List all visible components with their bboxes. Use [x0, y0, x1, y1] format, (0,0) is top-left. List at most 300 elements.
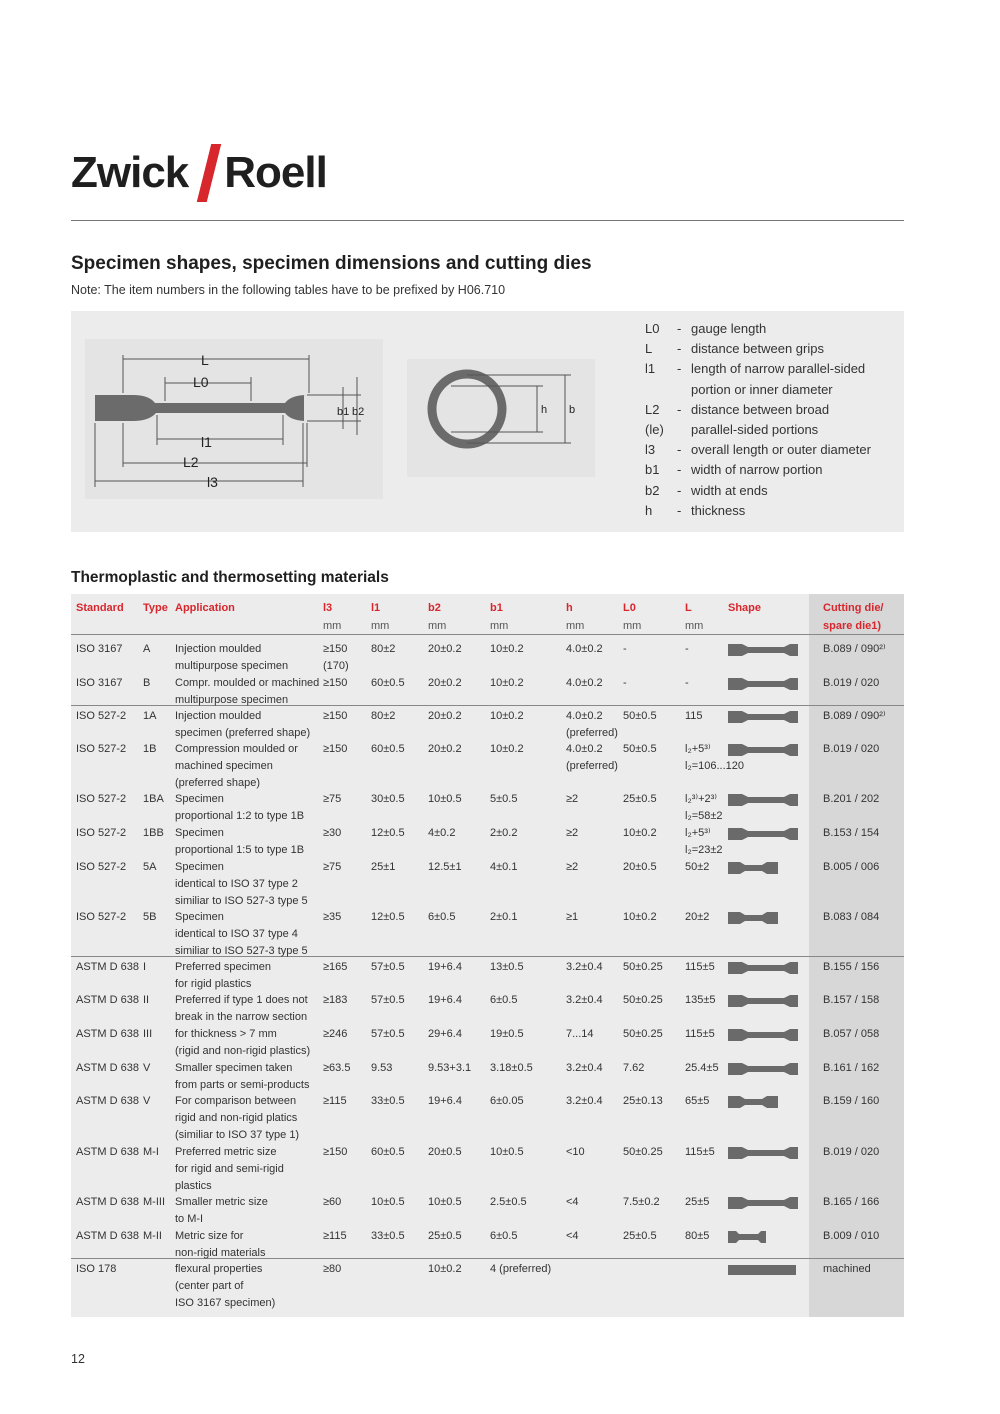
cell-l3: ≥75	[323, 861, 342, 873]
cell-application: ISO 3167 specimen)	[175, 1297, 276, 1309]
cell-L: 20±2	[685, 911, 710, 923]
legend-text: gauge length	[691, 321, 767, 336]
cell-L: -	[685, 677, 689, 689]
cell-application: Specimen	[175, 861, 224, 873]
cell-b2: 20±0.5	[428, 1146, 462, 1158]
specimen-shape-path	[728, 711, 798, 723]
cell-l3: ≥150	[323, 1146, 348, 1158]
cell-application: Metric size for	[175, 1230, 244, 1242]
legend-symbol: b1	[645, 462, 660, 478]
cell-l0: 10±0.2	[623, 911, 657, 923]
cell-l3: ≥80	[323, 1263, 342, 1275]
legend-text: length of narrow parallel-sided	[691, 361, 866, 377]
cell-cutting-die: B.019 / 020	[823, 743, 880, 755]
legend-symbol: l3	[645, 442, 656, 458]
cell-type: III	[143, 1028, 153, 1040]
specimen-shape-icon	[726, 910, 806, 926]
cell-L: -	[685, 643, 689, 655]
cell-b1: 2±0.2	[490, 827, 518, 839]
cell-cutting-die: B.161 / 162	[823, 1062, 880, 1074]
cell-application: Preferred if type 1 does not	[175, 994, 308, 1006]
cell-b2: 25±0.5	[428, 1230, 462, 1242]
cell-type: 1B	[143, 743, 157, 755]
cell-b2: 20±0.2	[428, 710, 462, 722]
cell-b2: 10±0.2	[428, 1263, 462, 1275]
specimen-shape-path	[728, 1063, 798, 1075]
cell-application: from parts or semi-products	[175, 1079, 310, 1091]
specimen-drawing	[71, 311, 631, 532]
specimen-figure-panel	[71, 311, 904, 532]
specimen-shape-path	[728, 862, 778, 874]
cell-b1: 19±0.5	[490, 1028, 524, 1040]
cell-standard: ISO 527-2	[76, 827, 127, 839]
cell-type: V	[143, 1062, 151, 1074]
cell-l0: 20±0.5	[623, 861, 657, 873]
cell-l0: 50±0.25	[623, 994, 663, 1006]
cell-application: rigid and non-rigid platics	[175, 1112, 298, 1124]
specimen-shape-path	[728, 744, 798, 756]
cell-L: l₂=58±2	[685, 810, 723, 822]
cell-l3: ≥115	[323, 1095, 347, 1107]
hdr-h: h	[566, 602, 573, 614]
cell-b2: 19+6.4	[428, 994, 462, 1006]
legend-row	[645, 359, 911, 379]
cell-l1: 25±1	[371, 861, 396, 873]
cell-standard: ISO 527-2	[76, 861, 127, 873]
cell-b1: 6±0.05	[490, 1095, 524, 1107]
cell-h: (preferred)	[566, 727, 618, 739]
cell-type: 5B	[143, 911, 157, 923]
cell-l1: 60±0.5	[371, 743, 405, 755]
specimen-shape-path	[728, 1147, 798, 1159]
cell-l1: 12±0.5	[371, 827, 405, 839]
legend-row	[645, 339, 911, 359]
specimen-shape-path	[728, 828, 798, 840]
cell-type: M-II	[143, 1230, 162, 1242]
legend-text: width at ends	[691, 482, 768, 498]
legend-dash: -	[677, 462, 682, 478]
cell-L: 50±2	[685, 861, 710, 873]
cell-L: l₂=23±2	[685, 844, 723, 856]
cell-cutting-die: B.019 / 020	[823, 1146, 880, 1158]
cell-application: identical to ISO 37 type 4	[175, 928, 298, 940]
cell-application: break in the narrow section	[175, 1011, 308, 1023]
cell-standard: ISO 527-2	[76, 743, 127, 755]
cell-type: M-I	[143, 1146, 159, 1158]
ring-label-b: b	[569, 404, 576, 416]
cell-cutting-die: B.089 / 090²⁾	[823, 710, 886, 722]
cell-application: Preferred metric size	[175, 1146, 277, 1158]
legend-symbol: l1	[645, 361, 656, 377]
cell-application: (center part of	[175, 1280, 244, 1292]
cell-l0: 50±0.25	[623, 961, 663, 973]
cell-application: identical to ISO 37 type 2	[175, 878, 298, 890]
specimen-shape-path	[728, 644, 798, 656]
cell-application: proportional 1:5 to type 1B	[175, 844, 305, 856]
specimen-shape-icon	[726, 1145, 806, 1161]
cell-application: Specimen	[175, 793, 224, 805]
cell-b1: 6±0.5	[490, 994, 518, 1006]
legend-symbol	[645, 420, 677, 440]
cell-b1: 10±0.2	[490, 743, 524, 755]
cell-standard: ASTM D 638	[76, 1028, 139, 1040]
cell-application: multipurpose specimen	[175, 660, 289, 672]
legend-symbol: L0	[645, 321, 660, 336]
cell-application: (rigid and non-rigid plastics)	[175, 1045, 311, 1057]
cell-b2: 20±0.2	[428, 677, 462, 689]
specimen-table	[71, 594, 904, 1317]
hdr-cutting-die: Cutting die/	[823, 602, 884, 614]
cell-l3: ≥165	[323, 961, 348, 973]
cell-l1: 9.53	[371, 1062, 393, 1074]
legend-row	[645, 460, 911, 480]
legend-dash	[677, 420, 691, 440]
cell-l3: ≥246	[323, 1028, 348, 1040]
cell-application: Compression moulded or	[175, 743, 298, 755]
legend-dash: -	[677, 401, 682, 417]
cell-b2: 19+6.4	[428, 1095, 462, 1107]
unit-label: mm	[490, 620, 509, 632]
cell-b1: 13±0.5	[490, 961, 524, 973]
cell-l0: 50±0.25	[623, 1146, 663, 1158]
cell-b2: 20±0.2	[428, 643, 462, 655]
cell-l3: ≥35	[323, 911, 342, 923]
cell-l3: ≥150	[323, 710, 348, 722]
cell-l1: 60±0.5	[371, 1146, 405, 1158]
specimen-shape-icon	[726, 1061, 806, 1077]
cell-L: l₂=106...120	[685, 760, 745, 772]
unit-label: mm	[428, 620, 447, 632]
specimen-shape-path	[728, 1231, 766, 1243]
legend-symbol: L	[645, 341, 653, 357]
hdr-type: Type	[143, 602, 168, 614]
legend-text: distance between broad	[691, 401, 830, 417]
specimen-shape-path	[728, 1029, 798, 1041]
cell-l1: 10±0.5	[371, 1196, 405, 1208]
cell-l1: 60±0.5	[371, 677, 405, 689]
cell-l3: ≥63.5	[323, 1062, 351, 1074]
cell-cutting-die: B.019 / 020	[823, 677, 880, 689]
cell-application: Injection moulded	[175, 643, 262, 655]
cell-h: <4	[566, 1196, 579, 1208]
cell-L: 25.4±5	[685, 1062, 719, 1074]
cell-L: 115±5	[685, 1146, 715, 1158]
cell-h: 3.2±0.4	[566, 1095, 603, 1107]
cell-l1: 57±0.5	[371, 961, 405, 973]
cell-cutting-die: B.083 / 084	[823, 911, 880, 923]
cell-l0: 7.62	[623, 1062, 645, 1074]
cell-l3: ≥75	[323, 793, 342, 805]
cell-l3: ≥150	[323, 743, 348, 755]
legend-row	[645, 319, 911, 339]
cell-l0: 25±0.5	[623, 793, 657, 805]
label-L2: L2	[183, 454, 199, 470]
legend-dash: -	[677, 502, 682, 518]
cell-h: 4.0±0.2	[566, 743, 603, 755]
cell-l1: 30±0.5	[371, 793, 405, 805]
cell-standard: ASTM D 638	[76, 1146, 139, 1158]
logo-slash-icon	[197, 144, 221, 202]
cell-type: A	[143, 643, 151, 655]
legend-symbol	[645, 380, 677, 400]
cell-application: non-rigid materials	[175, 1247, 266, 1259]
hdr-l0: L0	[623, 602, 636, 614]
specimen-shape-path	[728, 1265, 796, 1275]
hdr-L: L	[685, 602, 692, 614]
cell-h: ≥2	[566, 827, 579, 839]
cell-standard: ASTM D 638	[76, 1095, 139, 1107]
cell-type: II	[143, 994, 150, 1006]
cell-l1: 33±0.5	[371, 1095, 405, 1107]
specimen-shape-icon	[726, 1027, 806, 1043]
page-note: Note: The item numbers in the following tables have to be prefixed by H06.710	[71, 283, 506, 297]
cell-b2: 10±0.5	[428, 1196, 462, 1208]
cell-l3: ≥150	[323, 677, 348, 689]
cell-b1: 10±0.5	[490, 1146, 524, 1158]
cell-standard: ISO 3167	[76, 643, 123, 655]
cell-l1: 57±0.5	[371, 1028, 405, 1040]
cell-L: l₂³⁾+2³⁾	[685, 793, 717, 805]
cell-standard: ISO 527-2	[76, 710, 127, 722]
cell-b1: 10±0.2	[490, 677, 524, 689]
legend-text: thickness	[691, 502, 746, 518]
legend-text: distance between grips	[691, 341, 824, 357]
cell-b2: 20±0.2	[428, 743, 462, 755]
section-title: Thermoplastic and thermosetting materials	[71, 569, 389, 586]
logo-word-right: Roell	[224, 148, 327, 197]
cell-b2: 19+6.4	[428, 961, 462, 973]
specimen-shape-path	[728, 678, 798, 690]
legend-row	[645, 380, 911, 400]
specimen-shape-path	[728, 962, 798, 974]
cell-application: similiar to ISO 527-3 type 5	[175, 895, 308, 907]
cell-l3: ≥183	[323, 994, 348, 1006]
cell-l0: 25±0.13	[623, 1095, 663, 1107]
legend-symbol: b2	[645, 482, 660, 498]
specimen-shape-icon	[726, 1094, 806, 1110]
cell-standard: ASTM D 638	[76, 1230, 139, 1242]
specimen-shape-path	[728, 1096, 778, 1108]
cell-application: Smaller metric size	[175, 1196, 268, 1208]
ring-label-h: h	[541, 404, 548, 416]
cell-application: Smaller specimen taken	[175, 1062, 293, 1074]
cell-cutting-die: B.201 / 202	[823, 793, 880, 805]
specimen-shape-icon	[726, 993, 806, 1009]
cell-L: 65±5	[685, 1095, 710, 1107]
cell-L: 115±5	[685, 1028, 715, 1040]
cell-b1: 2.5±0.5	[490, 1196, 527, 1208]
specimen-shape-icon	[726, 709, 806, 725]
cell-L: 135±5	[685, 994, 716, 1006]
cell-standard: ISO 3167	[76, 677, 123, 689]
cell-application: For comparison between	[175, 1095, 297, 1107]
specimen-shape-icon	[726, 642, 806, 658]
cell-b2: 4±0.2	[428, 827, 456, 839]
specimen-shape-icon	[726, 1229, 806, 1245]
hdr-l3: l3	[323, 602, 333, 614]
cell-standard: ASTM D 638	[76, 961, 139, 973]
zwick-roell-logo	[71, 140, 327, 206]
hdr-l1: l1	[371, 602, 381, 614]
cell-standard: ISO 178	[76, 1263, 117, 1275]
cell-application: Compr. moulded or machined	[175, 677, 320, 689]
cell-l1: 57±0.5	[371, 994, 405, 1006]
cell-application: (similiar to ISO 37 type 1)	[175, 1129, 300, 1141]
cell-application: specimen (preferred shape)	[175, 727, 311, 739]
symbol-legend	[645, 319, 911, 521]
cell-b2: 12.5±1	[428, 861, 462, 873]
cell-h: 7...14	[566, 1028, 594, 1040]
hdr-b2: b2	[428, 602, 441, 614]
legend-text: width of narrow portion	[691, 462, 823, 478]
specimen-shape-icon	[726, 960, 806, 976]
cell-l3: ≥60	[323, 1196, 342, 1208]
legend-text: portion or inner diameter	[691, 381, 833, 397]
specimen-shape-icon	[726, 742, 806, 758]
cell-application: Specimen	[175, 827, 224, 839]
cell-l0: 50±0.25	[623, 1028, 663, 1040]
cell-l3: ≥115	[323, 1230, 347, 1242]
cell-h: ≥2	[566, 861, 579, 873]
cell-h: 3.2±0.4	[566, 961, 603, 973]
cell-L: 115±5	[685, 961, 715, 973]
cell-application: (preferred shape)	[175, 777, 260, 789]
cell-l0: 50±0.5	[623, 710, 657, 722]
legend-dash: -	[677, 341, 682, 357]
hdr-spare-die: spare die1)	[823, 620, 882, 632]
specimen-shape-icon	[726, 792, 806, 808]
specimen-shape-path	[728, 794, 798, 806]
cell-cutting-die: B.165 / 166	[823, 1196, 880, 1208]
legend-dash: -	[677, 321, 682, 336]
cell-l1: 12±0.5	[371, 911, 405, 923]
label-l3: l3	[207, 474, 218, 490]
header-rule-line	[71, 634, 904, 635]
cell-type: 1A	[143, 710, 157, 722]
specimen-shape-path	[728, 1197, 798, 1209]
cell-l3: ≥30	[323, 827, 342, 839]
cell-cutting-die: machined	[823, 1263, 871, 1275]
cell-b2: 29+6.4	[428, 1028, 462, 1040]
cell-application: similiar to ISO 527-3 type 5	[175, 945, 308, 957]
cell-application: for rigid plastics	[175, 978, 252, 990]
cell-application: Specimen	[175, 911, 224, 923]
cell-b2: 9.53+3.1	[428, 1062, 472, 1074]
cell-b1: 10±0.2	[490, 643, 524, 655]
cell-h: 4.0±0.2	[566, 643, 603, 655]
cell-h: 4.0±0.2	[566, 677, 603, 689]
cell-standard: ASTM D 638	[76, 994, 139, 1006]
specimen-shape-icon	[726, 676, 806, 692]
cell-b2: 6±0.5	[428, 911, 456, 923]
cell-type: 5A	[143, 861, 157, 873]
cell-l0: -	[623, 677, 627, 689]
hdr-shape: Shape	[728, 602, 762, 614]
cell-standard: ASTM D 638	[76, 1062, 139, 1074]
cell-type: 1BB	[143, 827, 164, 839]
cell-cutting-die: B.057 / 058	[823, 1028, 880, 1040]
legend-dash	[677, 380, 691, 400]
hdr-application: Application	[175, 602, 235, 614]
specimen-shape-icon	[726, 826, 806, 842]
cell-standard: ISO 527-2	[76, 911, 127, 923]
cell-standard: ISO 527-2	[76, 793, 127, 805]
label-L0: L0	[193, 374, 209, 390]
logo-word-left: Zwick	[71, 148, 189, 197]
label-b2: b2	[352, 406, 365, 418]
legend-dash: -	[677, 442, 682, 458]
legend-text: parallel-sided portions	[691, 421, 819, 437]
cell-cutting-die: B.089 / 090²⁾	[823, 643, 886, 655]
page-title: Specimen shapes, specimen dimensions and cutting dies	[71, 253, 592, 274]
cell-application: for rigid and semi-rigid	[175, 1163, 284, 1175]
unit-label: mm	[371, 620, 390, 632]
unit-label: mm	[323, 620, 342, 632]
label-b1: b1	[337, 406, 350, 418]
label-L: L	[201, 352, 209, 368]
legend-dash: -	[677, 482, 682, 498]
cell-application: proportional 1:2 to type 1B	[175, 810, 305, 822]
cell-L: 80±5	[685, 1230, 710, 1242]
cell-b2: 10±0.5	[428, 793, 462, 805]
legend-symbol: h	[645, 502, 653, 518]
legend-row	[645, 501, 911, 521]
legend-symbol: L2 (le)	[645, 401, 664, 437]
cell-type: M-III	[143, 1196, 165, 1208]
hdr-standard: Standard	[76, 602, 124, 614]
cell-h: <4	[566, 1230, 579, 1242]
cell-b1: 10±0.2	[490, 710, 524, 722]
legend-dash: -	[677, 361, 682, 377]
cell-h: 4.0±0.2	[566, 710, 603, 722]
cell-application: flexural properties	[175, 1263, 263, 1275]
cell-l0: 50±0.5	[623, 743, 657, 755]
cell-L: 115	[685, 710, 703, 722]
page-number: 12	[71, 1352, 85, 1366]
cell-h: 3.2±0.4	[566, 1062, 603, 1074]
cell-h: <10	[566, 1146, 585, 1158]
cell-cutting-die: B.157 / 158	[823, 994, 880, 1006]
specimen-shape-icon	[726, 1195, 806, 1211]
unit-label: mm	[566, 620, 585, 632]
hdr-b1: b1	[490, 602, 503, 614]
cell-h: ≥1	[566, 911, 579, 923]
cell-h: (preferred)	[566, 760, 618, 772]
cell-l1: 80±2	[371, 710, 396, 722]
cell-l1: 80±2	[371, 643, 396, 655]
cell-application: to M-I	[175, 1213, 204, 1225]
cell-l0: -	[623, 643, 627, 655]
unit-label: mm	[685, 620, 704, 632]
cell-cutting-die: B.009 / 010	[823, 1230, 880, 1242]
cell-l1: 33±0.5	[371, 1230, 405, 1242]
cell-L: l₂+5³⁾	[685, 743, 711, 755]
cell-h: 3.2±0.4	[566, 994, 603, 1006]
cell-L: l₂+5³⁾	[685, 827, 711, 839]
cell-l0: 25±0.5	[623, 1230, 657, 1242]
specimen-shape-path	[728, 995, 798, 1007]
cell-application: for thickness > 7 mm	[175, 1028, 277, 1040]
cell-b1: 5±0.5	[490, 793, 518, 805]
cell-application: multipurpose specimen	[175, 694, 289, 706]
cell-b1: 4±0.1	[490, 861, 518, 873]
cell-cutting-die: B.153 / 154	[823, 827, 880, 839]
cell-type: I	[143, 961, 147, 973]
cell-type: V	[143, 1095, 151, 1107]
cell-l0: 10±0.2	[623, 827, 657, 839]
unit-label: mm	[623, 620, 642, 632]
legend-row	[645, 481, 911, 501]
